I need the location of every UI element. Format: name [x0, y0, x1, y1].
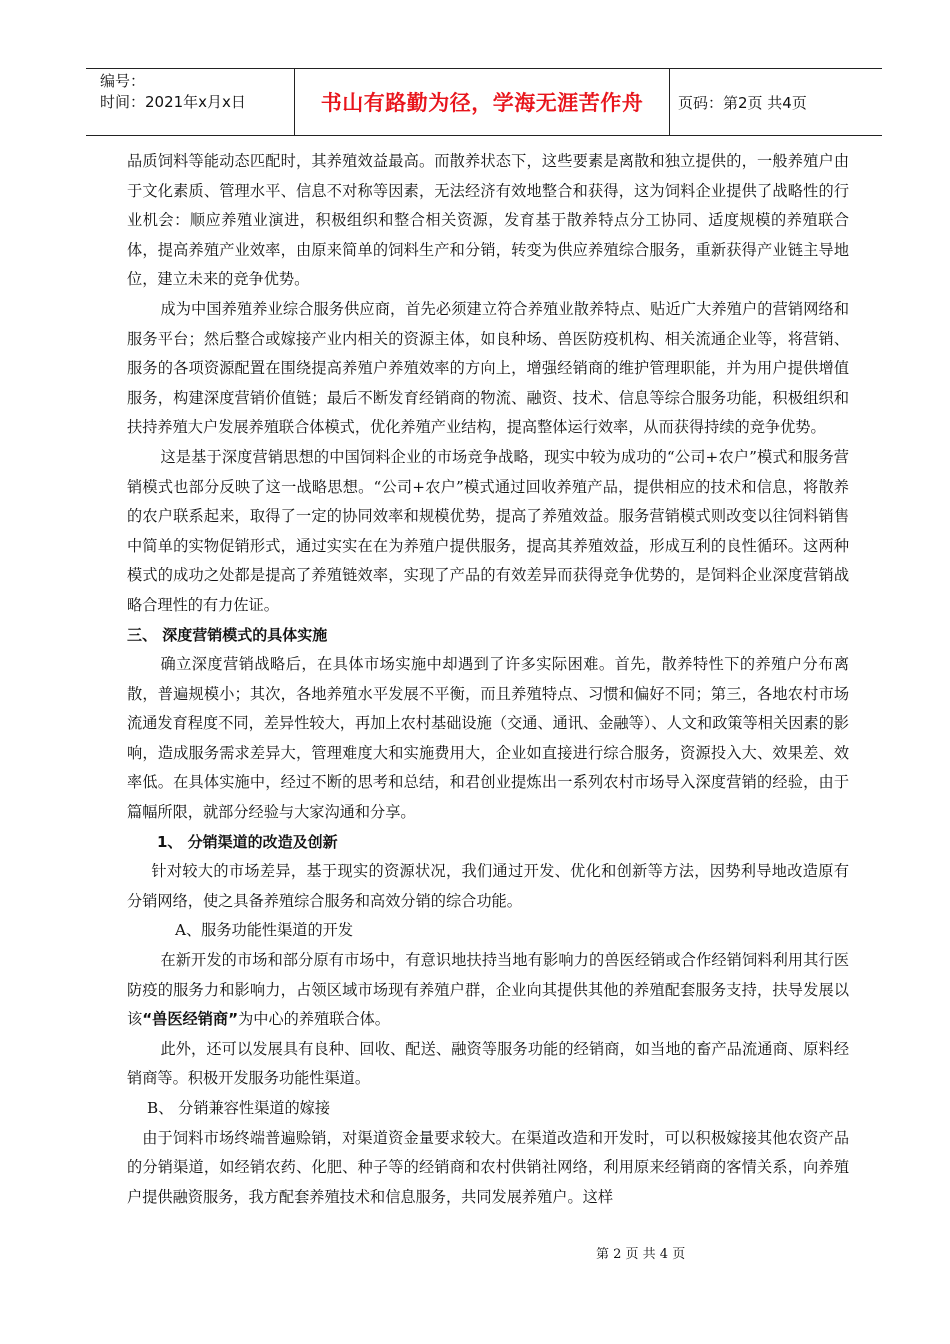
paragraph-5: 针对较大的市场差异，基于现实的资源状况，我们通过开发、优化和创新等方法，因势利导地改造原有分销网络，使之具备养殖综合服务和高效分销的综合功能。	[127, 862, 849, 910]
paragraph-2: 成为中国养殖养业综合服务供应商，首先必须建立符合养殖业散养特点、贴近广大养殖户的营销网络和服务平台；然后整合或嫁接产业内相关的资源主体，如良种场、兽医防疫机构、相关流通企业等，将营销、服务的各项资源配置在围绕提高养殖户养殖效率的方向上，增强经销商的维护管理职能，并为用户提供增值服务，构建深度营销价值链；最后不断发育经销商的物流、融资、技术、信息等综合服务功能，积极组织和扶持养殖大户发展养殖联合体模式，优化养殖产业结构，提高整体运行效率，从而获得持续的竞争优势。	[127, 299, 849, 437]
paragraph-1: 品质饲料等能动态匹配时，其养殖效益最高。而散养状态下，这些要素是离散和独立提供的，一般养殖户由于文化素质、管理水平、信息不对称等因素，无法经济有效地整合和获得，这为饲料企业提供了战略性的行业机会：顺应养殖业演进，积极组织和整合相关资源，发育基于散养特点分工协同、适度规模的养殖联合体，提高养殖产业效率，由原来简单的饲料生产和分销，转变为供应养殖综合服务，重新获得产业链主导地位，建立未来的竞争优势。	[127, 152, 849, 289]
vet-dealer-emphasis: “兽医经销商”	[142, 1010, 239, 1029]
paragraph-6-text-c: 为中心的养殖联合体。	[238, 1010, 390, 1029]
paragraph-6	[127, 946, 849, 1035]
motto: 书山有路勤为径，学海无涯苦作舟	[294, 69, 670, 135]
time-label: 时间：2021年x月x日	[100, 93, 246, 111]
paragraph-8: 由于饲料市场终端普遍赊销，对渠道资金量要求较大。在渠道改造和开发时，可以积极嫁接其他农资产品的分销渠道，如经销农药、化肥、种子等的经销商和农村供销社网络，利用原来经销商的客情关系，向养殖户提供融资服务，我方配套养殖技术和信息服务，共同发展养殖户。这样	[127, 1128, 849, 1206]
paragraph-3: 这是基于深度营销思想的中国饲料企业的市场竞争战略，现实中较为成功的“公司+农户”模式和服务营销模式也部分反映了这一战略思想。“公司+农户”模式通过回收养殖产品，提供相应的技术和信息，将散养的农户联系起来，取得了一定的协同效率和规模优势，提高了养殖效益。服务营销模式则改变以往饲料销售中简单的实物促销形式，通过实实在在为养殖户提供服务，提高其养殖效益，形成互利的良性循环。这两种模式的成功之处都是提高了养殖链效率，实现了产品的有效差异而获得竞争优势的，是饲料企业深度营销战略合理性的有力佐证。	[127, 447, 849, 614]
subheading-a: A、服务功能性渠道的开发	[175, 921, 354, 940]
number-label: 编号：	[100, 72, 146, 90]
paragraph-6-text-a: 在新开发的市场和部分原有市场中，有意识地扶持当地有影响力的兽医经销或合作经销饲料利用其行医防疫的服务力和影响力，占领区域市场现有养殖户群，企业向其提供其他的养殖配套服务支持，扶导发展以该	[127, 951, 849, 1029]
page-label: 页码：第2页 共4页	[678, 93, 807, 112]
section-heading-3: 三、 深度营销模式的具体实施	[127, 625, 328, 644]
document-body	[127, 147, 849, 1212]
header-left-cell	[100, 71, 295, 133]
footer-page-number: 第 2 页 共 4 页	[596, 1247, 686, 1262]
subheading-b: B、 分销兼容性渠道的嫁接	[147, 1099, 331, 1117]
paragraph-7: 此外，还可以发展具有良种、回收、配送、融资等服务功能的经销商，如当地的畜产品流通商、原料经销商等。积极开发服务功能性渠道。	[127, 1039, 849, 1088]
paragraph-4: 确立深度营销战略后，在具体市场实施中却遇到了许多实际困难。首先，散养特性下的养殖户分布离散，普遍规模小；其次，各地养殖水平发展不平衡，而且养殖特点、习惯和偏好不同；第三，各地农村市场流通发育程度不同，差异性较大，再加上农村基础设施（交通、通讯、金融等）、人文和政策等相关因素的影响，造成服务需求差异大，管理难度大和实施费用大，企业如直接进行综合服务，资源投入大、效果差、效率低。在具体实施中，经过不断的思考和总结，和君创业提炼出一系列农村市场导入深度营销的经验，由于篇幅所限，就部分经验与大家沟通和分享。	[127, 655, 849, 822]
subheading-1: 1、 分销渠道的改造及创新	[157, 832, 338, 851]
page-header	[86, 68, 882, 136]
